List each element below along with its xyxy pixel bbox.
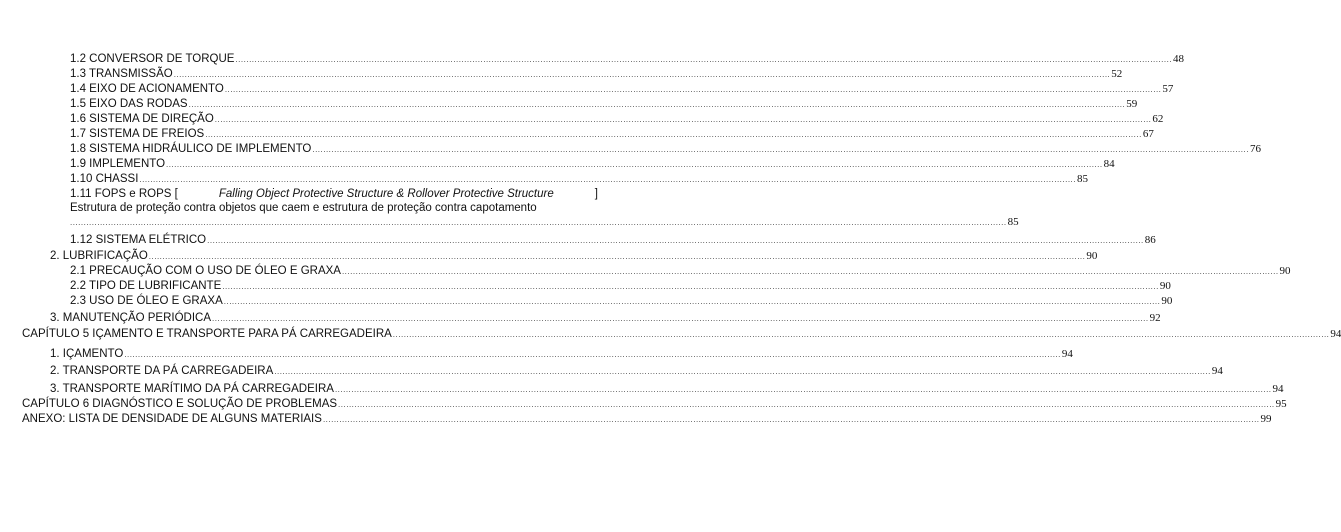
toc-leader: ........................................................................................................................................................................................................................................................................................................................................................ — [322, 415, 1260, 424]
toc-page-number: 94 — [1211, 365, 1223, 377]
toc-entry[interactable] — [70, 233, 1156, 248]
fops-suffix: ] — [594, 188, 598, 200]
toc-entry[interactable] — [70, 294, 1173, 309]
toc-leader: ........................................................................................................................................................................................................................................................................................................................................................ — [173, 70, 1111, 79]
toc-leader: ........................................................................................................................................................................................................................................................................................................................................................ — [223, 297, 1161, 306]
toc-entry[interactable] — [70, 52, 1185, 67]
toc-page-number: 92 — [1149, 312, 1161, 324]
toc-leader: ........................................................................................................................................................................................................................................................................................................................................................ — [224, 85, 1162, 94]
toc-page-number: 85 — [1007, 216, 1019, 228]
toc-entry-label: 1.7 SISTEMA DE FREIOS — [70, 128, 205, 140]
fops-italic-title: Falling Object Protective Structure & Rollover Protective Structure — [218, 188, 554, 200]
fops-prefix: 1.11 FOPS e ROPS [ — [70, 188, 178, 200]
toc-leader: ........................................................................................................................................................................................................................................................................................................................................................ — [70, 218, 1007, 227]
toc-page-number: 86 — [1144, 234, 1156, 246]
toc-leader: ........................................................................................................................................................................................................................................................................................................................................................ — [139, 175, 1076, 184]
toc-page-number: 99 — [1260, 413, 1272, 425]
toc-entry-label: CAPÍTULO 6 DIAGNÓSTICO E SOLUÇÃO DE PROBLEMAS — [22, 398, 338, 410]
toc-entry-fops-rops[interactable] — [70, 187, 1019, 230]
toc-entry[interactable] — [50, 382, 1284, 397]
toc-page-number: 76 — [1249, 143, 1261, 155]
toc-entry[interactable] — [70, 172, 1088, 187]
toc-entry[interactable] — [70, 67, 1123, 82]
toc-leader: ........................................................................................................................................................................................................................................................................................................................................................ — [207, 236, 1144, 245]
toc-entry-label: 2.1 PRECAUÇÃO COM O USO DE ÓLEO E GRAXA — [70, 265, 341, 277]
toc-page-number: 48 — [1173, 53, 1185, 65]
toc-entry-label: 1.10 CHASSI — [70, 173, 139, 185]
toc-entry[interactable] — [70, 264, 1291, 279]
toc-entry-label: 2. LUBRIFICAÇÃO — [50, 250, 148, 262]
toc-page-number: 90 — [1159, 280, 1171, 292]
toc-entry-label: 1. IÇAMENTO — [50, 348, 124, 360]
fops-leader-line — [70, 215, 1019, 230]
toc-leader: ........................................................................................................................................................................................................................................................................................................................................................ — [222, 282, 1159, 291]
toc-page-number: 62 — [1152, 113, 1164, 125]
toc-entry-label: 1.6 SISTEMA DE DIREÇÃO — [70, 113, 214, 125]
toc-entry[interactable] — [70, 112, 1164, 127]
toc-entry-label: ANEXO: LISTA DE DENSIDADE DE ALGUNS MATERIAIS — [22, 413, 322, 425]
toc-page-number: 94 — [1330, 328, 1341, 340]
toc-page-number: 85 — [1077, 173, 1088, 185]
toc-page-number: 84 — [1103, 158, 1115, 170]
toc-entry-label: 2.3 USO DE ÓLEO E GRAXA — [70, 295, 223, 307]
toc-leader: ........................................................................................................................................................................................................................................................................................................................................................ — [334, 385, 1272, 394]
toc-entry-label: 3. TRANSPORTE MARÍTIMO DA PÁ CARREGADEIRA — [50, 383, 334, 395]
toc-page-number: 57 — [1162, 83, 1174, 95]
toc-entry[interactable] — [50, 311, 1161, 326]
toc-chapter[interactable] — [22, 397, 1287, 412]
toc-entry-label: 3. MANUTENÇÃO PERIÓDICA — [50, 312, 212, 324]
toc-entry-label: 2. TRANSPORTE DA PÁ CARREGADEIRA — [50, 365, 274, 377]
toc-leader: ........................................................................................................................................................................................................................................................................................................................................................ — [188, 100, 1126, 109]
toc-entry-label: 1.12 SISTEMA ELÉTRICO — [70, 234, 207, 246]
toc-leader: ........................................................................................................................................................................................................................................................................................................................................................ — [212, 314, 1149, 323]
toc-entry[interactable] — [50, 364, 1223, 379]
toc-entry-label: 1.8 SISTEMA HIDRÁULICO DE IMPLEMENTO — [70, 143, 312, 155]
toc-page-number: 90 — [1279, 265, 1291, 277]
toc-entry[interactable] — [70, 142, 1261, 157]
toc-leader: ........................................................................................................................................................................................................................................................................................................................................................ — [124, 350, 1061, 359]
toc-entry-label: 1.3 TRANSMISSÃO — [70, 68, 173, 80]
toc-leader: ........................................................................................................................................................................................................................................................................................................................................................ — [392, 330, 1330, 339]
toc-entry-label: 1.4 EIXO DE ACIONAMENTO — [70, 83, 224, 95]
toc-leader: ........................................................................................................................................................................................................................................................................................................................................................ — [214, 115, 1152, 124]
toc-leader: ........................................................................................................................................................................................................................................................................................................................................................ — [166, 160, 1103, 169]
toc-entry[interactable] — [70, 127, 1154, 142]
toc-page-number: 95 — [1275, 398, 1287, 410]
toc-entry-label: 1.9 IMPLEMENTO — [70, 158, 166, 170]
toc-entry[interactable] — [70, 97, 1138, 112]
toc-leader: ........................................................................................................................................................................................................................................................................................................................................................ — [148, 252, 1086, 261]
toc-chapter[interactable] — [22, 327, 1341, 342]
toc-page-number: 90 — [1161, 295, 1173, 307]
toc-page-number: 94 — [1061, 348, 1073, 360]
toc-entry[interactable] — [70, 157, 1115, 172]
toc-page-number: 52 — [1111, 68, 1123, 80]
toc-entry[interactable] — [70, 82, 1174, 97]
fops-subtitle: Estrutura de proteção contra objetos que caem e estrutura de proteção contra capotamento — [70, 202, 537, 214]
toc-leader: ........................................................................................................................................................................................................................................................................................................................................................ — [205, 130, 1142, 139]
toc-page-number: 90 — [1086, 250, 1098, 262]
toc-page-number: 59 — [1126, 98, 1138, 110]
toc-entry[interactable] — [50, 249, 1098, 264]
toc-page-number: 94 — [1272, 383, 1284, 395]
toc-leader: ........................................................................................................................................................................................................................................................................................................................................................ — [274, 367, 1211, 376]
toc-page-number: 67 — [1142, 128, 1154, 140]
toc-leader: ........................................................................................................................................................................................................................................................................................................................................................ — [338, 400, 1275, 409]
toc-entry-label: 2.2 TIPO DE LUBRIFICANTE — [70, 280, 222, 292]
toc-entry-label: CAPÍTULO 5 IÇAMENTO E TRANSPORTE PARA PÁ CARREGADEIRA — [22, 328, 392, 340]
toc-entry[interactable] — [70, 279, 1171, 294]
toc-leader: ........................................................................................................................................................................................................................................................................................................................................................ — [341, 267, 1279, 276]
toc-entry[interactable] — [50, 347, 1073, 362]
toc-entry-label — [70, 187, 598, 201]
toc-annex[interactable] — [22, 412, 1272, 427]
toc-leader: ........................................................................................................................................................................................................................................................................................................................................................ — [235, 55, 1173, 64]
toc-entry-label: 1.2 CONVERSOR DE TORQUE — [70, 53, 235, 65]
toc-leader: ........................................................................................................................................................................................................................................................................................................................................................ — [312, 145, 1249, 154]
toc-entry-label: 1.5 EIXO DAS RODAS — [70, 98, 188, 110]
